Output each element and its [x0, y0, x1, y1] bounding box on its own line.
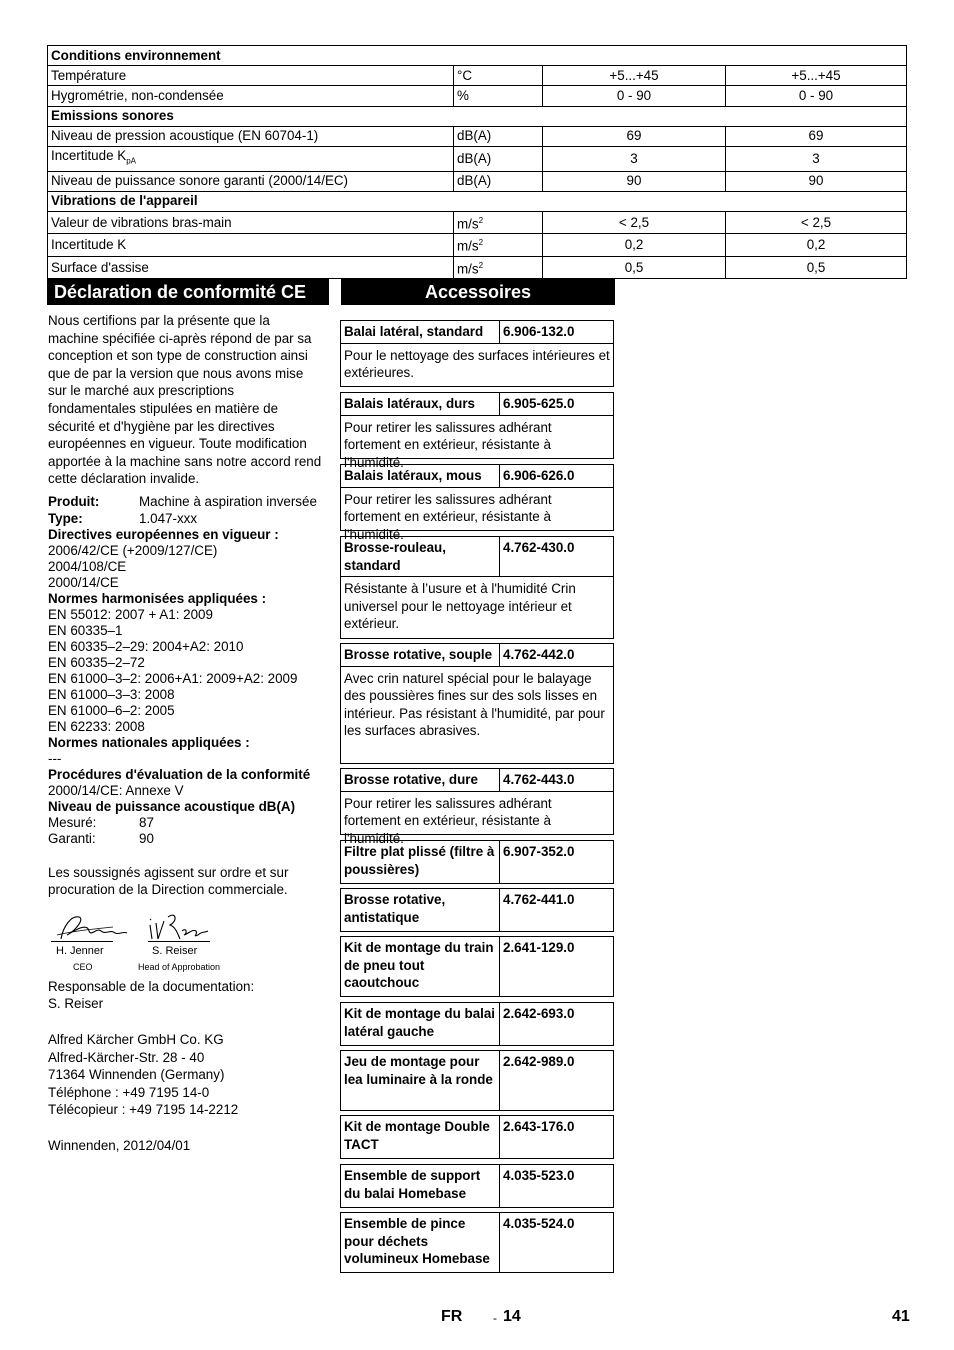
spec-row	[48, 106, 907, 126]
company-address	[48, 1031, 323, 1119]
accessory-header	[341, 537, 613, 576]
accessory-part-number: 4.762-443.0	[503, 772, 575, 787]
accessory-header	[341, 644, 613, 666]
spec-unit-cell	[454, 211, 543, 233]
spec-unit-cell	[454, 234, 543, 256]
accessory-description: Pour retirer les salissures adhérant fortement en extérieur, résistante à l'humidité.	[341, 415, 613, 475]
accessory-header	[341, 769, 613, 791]
directive-item: 2006/42/CE (+2009/127/CE)	[48, 542, 218, 558]
place-date: Winnenden, 2012/04/01	[48, 1137, 191, 1153]
harmonized-standard-item: EN 61000–3–3: 2008	[48, 686, 175, 702]
spec-unit: dB(A)	[457, 150, 492, 166]
spec-label-cell	[48, 126, 454, 146]
declaration-title: Déclaration de conformité CE	[47, 279, 329, 305]
spec-table	[47, 45, 907, 279]
spec-unit: dB(A)	[457, 173, 492, 189]
accessory-part-number: 4.035-523.0	[503, 1168, 575, 1183]
spec-unit-sup: 2	[478, 260, 484, 270]
spec-row	[48, 234, 907, 256]
accessory-description: Pour le nettoyage des surfaces intérieures et extérieures.	[341, 343, 613, 385]
accessory-item	[340, 768, 614, 846]
national-value: ---	[48, 750, 62, 766]
guaranteed-row	[48, 831, 323, 847]
footer-total: 41	[892, 1308, 910, 1325]
address-line: Alfred Kärcher GmbH Co. KG	[48, 1031, 224, 1047]
harmonized-standard-item: EN 55012: 2007 + A1: 2009	[48, 606, 213, 622]
accessory-part-number: 2.642-693.0	[503, 1006, 575, 1021]
spec-unit-sup: 2	[478, 215, 484, 225]
spec-value-2: +5...+45	[726, 66, 907, 86]
spec-unit: dB(A)	[457, 128, 492, 144]
accessory-part-number: 6.905-625.0	[503, 396, 575, 411]
accessory-name: Ensemble de support du balai Homebase	[341, 1165, 500, 1207]
accessory-item	[340, 1164, 614, 1208]
spec-value-1: 0 - 90	[543, 86, 726, 106]
accessory-part-number: 4.762-441.0	[503, 892, 575, 907]
accessory-item	[340, 320, 614, 387]
accessory-header	[341, 393, 613, 415]
spec-label: Niveau de pression acoustique (EN 60704-1)	[51, 128, 319, 144]
accessory-name: Filtre plat plissé (filtre à poussières)	[341, 841, 500, 883]
spec-value-2: < 2,5	[726, 211, 907, 233]
accessory-item	[340, 536, 614, 639]
signer-1-name: H. Jenner	[56, 944, 104, 957]
signature-reiser-icon	[146, 909, 216, 943]
spec-label-cell	[48, 234, 454, 256]
accessory-item	[340, 936, 614, 997]
footer-separator: -	[493, 1311, 497, 1325]
spec-label-sub: pA	[126, 156, 136, 166]
accessory-item	[340, 464, 614, 542]
signer-2-name: S. Reiser	[152, 944, 198, 957]
signature-jenner-icon	[53, 909, 133, 943]
spec-row	[48, 256, 907, 278]
doc-responsible-label: Responsable de la documentation:	[48, 978, 255, 994]
undersigned-text: Les soussignés agissent sur ordre et sur procuration de la Direction commerciale.	[48, 864, 289, 898]
spec-label: Incertitude K	[51, 237, 127, 253]
accessory-name: Kit de montage du balai latéral gauche	[341, 1003, 500, 1045]
accessory-name: Kit de montage Double TACT	[341, 1116, 500, 1158]
spec-label: Surface d'assise	[51, 259, 149, 275]
spec-label: Niveau de puissance sonore garanti (2000/14/EC)	[51, 173, 349, 189]
harmonized-label: Normes harmonisées appliquées :	[48, 590, 267, 606]
spec-row	[48, 146, 907, 171]
spec-row	[48, 86, 907, 106]
address-line: Alfred-Kärcher-Str. 28 - 40	[48, 1049, 205, 1065]
spec-unit-cell	[454, 256, 543, 278]
accessory-description: Avec crin naturel spécial pour le balayage des poussières fines sur des sols lisses en intérieur. Pas résistant à l'humidité, par pour les surfaces abrasives.	[341, 666, 613, 743]
accessory-item	[340, 840, 614, 884]
spec-value-2: 69	[726, 126, 907, 146]
accessory-item	[340, 1212, 614, 1273]
spec-section-header: Emissions sonores	[48, 106, 907, 126]
harmonized-standard-item: EN 61000–6–2: 2005	[48, 702, 175, 718]
accessory-item	[340, 392, 614, 470]
accessory-name: Brosse-rouleau, standard	[341, 537, 500, 576]
directives-label: Directives européennes en vigueur :	[48, 526, 279, 542]
accessory-description: Pour retirer les salissures adhérant fortement en extérieur, résistante à l'humidité.	[341, 791, 613, 851]
accessory-part-number: 2.641-129.0	[503, 940, 575, 955]
measured-value: 87	[139, 814, 154, 830]
accessory-header	[341, 937, 613, 996]
spec-section-header: Vibrations de l'appareil	[48, 191, 907, 211]
spec-label-cell	[48, 171, 454, 191]
harmonized-standard-item: EN 60335–2–72	[48, 654, 145, 670]
spec-unit: %	[457, 87, 469, 103]
harmonized-standard-item: EN 60335–2–29: 2004+A2: 2010	[48, 638, 244, 654]
spec-value-1: 69	[543, 126, 726, 146]
spec-value-2: 90	[726, 171, 907, 191]
spec-unit-sup: 2	[478, 238, 484, 248]
accessory-item	[340, 888, 614, 932]
spec-label: Hygrométrie, non-condensée	[51, 87, 224, 103]
spec-row	[48, 191, 907, 211]
accessory-part-number: 2.642-989.0	[503, 1054, 575, 1069]
spec-label-cell	[48, 66, 454, 86]
spec-unit-cell	[454, 86, 543, 106]
address-line: 71364 Winnenden (Germany)	[48, 1067, 225, 1083]
declaration-body	[48, 312, 323, 1154]
accessory-header	[341, 321, 613, 343]
product-label: Produit:	[48, 493, 100, 509]
spec-value-2: 0,2	[726, 234, 907, 256]
accessory-part-number: 2.643-176.0	[503, 1119, 575, 1134]
spec-row	[48, 171, 907, 191]
product-row	[48, 493, 323, 511]
accessory-part-number: 6.906-626.0	[503, 468, 575, 483]
spec-label: Incertitude K	[51, 147, 127, 163]
spec-label: Température	[51, 67, 127, 83]
directives-list	[48, 543, 323, 591]
spec-value-2: 3	[726, 146, 907, 171]
spec-unit: °C	[457, 67, 473, 83]
product-value: Machine à aspiration inversée	[139, 493, 317, 509]
guaranteed-label: Garanti:	[48, 830, 96, 846]
accessory-header	[341, 889, 613, 931]
accessory-item	[340, 643, 614, 764]
spec-value-1: 3	[543, 146, 726, 171]
declaration-intro: Nous certifions par la présente que la machine spécifiée ci-après répond de par sa conception et son type de construction ainsi que de par la version que nous avons mise sur le marché aux prescriptions fondamentales stipulées en matière de sécurité et d'hygiène par les directives européennes en vigueur. Toute modification apportée à la machine sans notre accord rend cette déclaration invalide.	[48, 313, 322, 487]
spec-label: Valeur de vibrations bras-main	[51, 214, 232, 230]
spec-label-cell	[48, 146, 454, 171]
accessory-item	[340, 1050, 614, 1111]
signatures	[48, 909, 323, 973]
spec-value-2: 0 - 90	[726, 86, 907, 106]
accessory-name: Brosse rotative, antistatique	[341, 889, 500, 931]
spec-unit: m/s	[457, 216, 479, 232]
accessory-description: Résistante à l’usure et à l'humidité Crin universel pour le nettoyage intérieur et extérieur.	[341, 576, 613, 636]
directive-item: 2004/108/CE	[48, 558, 127, 574]
accessory-item	[340, 1115, 614, 1159]
spec-label-cell	[48, 86, 454, 106]
spec-value-1: 0,2	[543, 234, 726, 256]
address-line: Téléphone : +49 7195 14-0	[48, 1084, 210, 1100]
accessory-part-number: 6.907-352.0	[503, 844, 575, 859]
accessory-part-number: 6.906-132.0	[503, 324, 575, 339]
doc-responsible-name: S. Reiser	[48, 996, 104, 1012]
accessory-item	[340, 1002, 614, 1046]
spec-label-cell	[48, 211, 454, 233]
type-label: Type:	[48, 510, 83, 526]
spec-unit-cell	[454, 126, 543, 146]
accessory-name: Kit de montage du train de pneu tout caoutchouc	[341, 937, 500, 996]
spec-unit: m/s	[457, 261, 479, 277]
accessory-header	[341, 1116, 613, 1158]
national-label: Normes nationales appliquées :	[48, 734, 250, 750]
spec-value-1: +5...+45	[543, 66, 726, 86]
guaranteed-value: 90	[139, 830, 154, 846]
spec-unit: m/s	[457, 238, 479, 254]
spec-value-1: 90	[543, 171, 726, 191]
procedure-label: Procédures d'évaluation de la conformité	[48, 766, 311, 782]
measured-row	[48, 815, 323, 831]
directive-item: 2000/14/CE	[48, 574, 119, 590]
address-line: Télécopieur : +49 7195 14-2212	[48, 1102, 239, 1118]
type-value: 1.047-xxx	[139, 510, 198, 526]
accessory-part-number: 4.035-524.0	[503, 1216, 575, 1231]
accessory-header	[341, 465, 613, 487]
accessories-title: Accessoires	[341, 279, 615, 305]
harmonized-standard-item: EN 62233: 2008	[48, 718, 145, 734]
accessory-part-number: 4.762-430.0	[503, 540, 575, 555]
footer-page: 14	[503, 1308, 521, 1325]
sound-label: Niveau de puissance acoustique dB(A)	[48, 798, 296, 814]
accessory-name: Brosse rotative, souple	[341, 644, 500, 666]
spec-value-2: 0,5	[726, 256, 907, 278]
accessory-name: Brosse rotative, dure	[341, 769, 500, 791]
procedure-value: 2000/14/CE: Annexe V	[48, 782, 184, 798]
accessory-name: Ensemble de pince pour déchets volumineux Homebase	[341, 1213, 500, 1272]
spec-row	[48, 66, 907, 86]
accessory-header	[341, 1051, 613, 1110]
footer-lang: FR	[441, 1308, 463, 1325]
spec-unit-cell	[454, 146, 543, 171]
accessory-header	[341, 1213, 613, 1272]
accessory-name: Balais latéraux, mous	[341, 465, 500, 487]
harmonized-standard-item: EN 61000–3–2: 2006+A1: 2009+A2: 2009	[48, 670, 298, 686]
accessory-header	[341, 841, 613, 883]
accessory-name: Balais latéraux, durs	[341, 393, 500, 415]
accessory-part-number: 4.762-442.0	[503, 647, 575, 662]
harmonized-standard-item: EN 60335–1	[48, 622, 123, 638]
signer-2-role: Head of Approbation	[138, 961, 221, 972]
accessory-header	[341, 1165, 613, 1207]
accessory-name: Jeu de montage pour lea luminaire à la ronde	[341, 1051, 500, 1110]
measured-label: Mesuré:	[48, 814, 97, 830]
accessory-header	[341, 1003, 613, 1045]
spec-unit-cell	[454, 171, 543, 191]
spec-section-header: Conditions environnement	[48, 46, 907, 66]
spec-row	[48, 211, 907, 233]
spec-value-1: < 2,5	[543, 211, 726, 233]
spec-label-cell	[48, 256, 454, 278]
spec-row	[48, 46, 907, 66]
signer-1-role: CEO	[73, 961, 93, 972]
type-row	[48, 511, 323, 527]
spec-row	[48, 126, 907, 146]
harmonized-list	[48, 607, 323, 735]
accessory-name: Balai latéral, standard	[341, 321, 500, 343]
accessory-description: Pour retirer les salissures adhérant fortement en extérieur, résistante à l'humidité.	[341, 487, 613, 547]
spec-unit-cell	[454, 66, 543, 86]
spec-value-1: 0,5	[543, 256, 726, 278]
